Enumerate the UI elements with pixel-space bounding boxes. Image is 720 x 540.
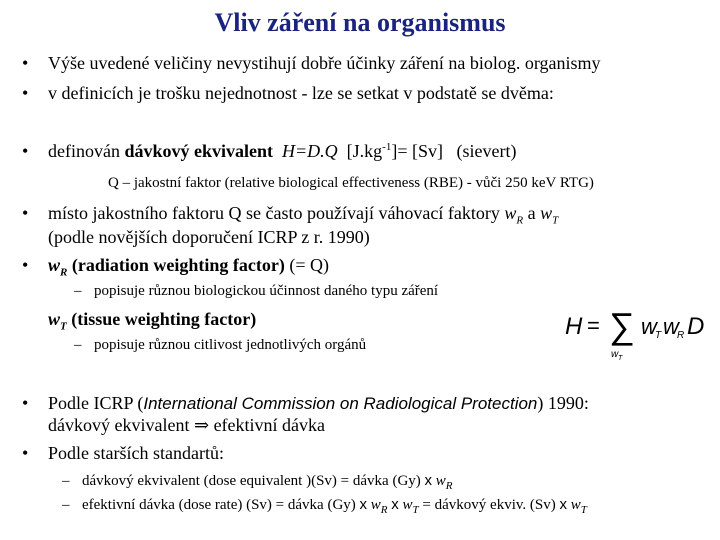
units-prefix: [J.kg bbox=[346, 141, 383, 161]
icrp-suffix: ) 1990: bbox=[537, 393, 589, 413]
bullet-marker: • bbox=[22, 141, 29, 161]
icrp-reference: (podle novějších doporučení ICRP z r. 1990) bbox=[48, 227, 370, 247]
bullet-text: v definicích je trošku nejednotnost - lze se setkat v podstatě se dvěma: bbox=[48, 83, 554, 103]
bullet-marker: • bbox=[22, 83, 29, 103]
quality-factor-note: Q – jakostní faktor (relative biological effectiveness (RBE) - vůči 250 keV RTG) bbox=[108, 175, 594, 191]
old-dose-equivalent-text: dávkový ekvivalent (dose equivalent )(Sv) = dávka (Gy) bbox=[82, 473, 425, 489]
wt-symbol: w bbox=[48, 309, 61, 329]
wr-symbol: w bbox=[370, 497, 381, 513]
wr-symbol: w bbox=[504, 203, 517, 223]
units-exponent: -1 bbox=[382, 141, 392, 153]
icrp-fullname: International Commission on Radiological Protection bbox=[143, 394, 538, 413]
radiation-weighting-factor bbox=[48, 254, 329, 279]
dose-equivalent-text: dávkový ekvivalent bbox=[48, 415, 194, 435]
tissue-weighting-desc: popisuje různou citlivost jednotlivých orgánů bbox=[94, 337, 367, 353]
formula-d: D bbox=[687, 313, 705, 340]
units-suffix: ]= [Sv] bbox=[391, 141, 443, 161]
wt-symbol: w bbox=[402, 497, 413, 513]
formula-wt-subscript: T bbox=[655, 330, 662, 341]
times-symbol: x bbox=[424, 472, 433, 489]
weighting-text: místo jakostního faktoru Q se často používají váhovací faktory bbox=[48, 203, 505, 223]
wt-subscript: T bbox=[552, 214, 559, 227]
old-dose-equivalent bbox=[82, 472, 453, 490]
dash-marker: – bbox=[74, 283, 82, 299]
wt-symbol: w bbox=[570, 497, 581, 513]
tissue-weighting-factor bbox=[48, 308, 257, 333]
bullet-marker: • bbox=[22, 255, 29, 275]
wr-subscript: R bbox=[380, 504, 388, 516]
bullet-marker: • bbox=[22, 443, 29, 463]
sum-index: w bbox=[611, 349, 619, 360]
bullet-marker: • bbox=[22, 393, 29, 413]
wr-symbol: w bbox=[48, 255, 61, 275]
definition-prefix: definován bbox=[48, 141, 125, 161]
dash-marker: – bbox=[62, 497, 70, 513]
wt-subscript: T bbox=[580, 504, 587, 516]
old-effective-dose bbox=[82, 496, 587, 514]
wr-symbol: w bbox=[435, 473, 446, 489]
icrp-prefix: Podle ICRP ( bbox=[48, 393, 144, 413]
wr-subscript: R bbox=[516, 214, 524, 227]
icrp-text bbox=[48, 392, 589, 415]
old-effective-dose-text: efektivní dávka (dose rate) (Sv) = dávka (Gy) bbox=[82, 497, 360, 513]
wt-subscript: T bbox=[60, 320, 67, 333]
wt-symbol: w bbox=[540, 203, 553, 223]
weighting-factors-text bbox=[48, 202, 559, 227]
sum-index-subscript: T bbox=[618, 355, 623, 362]
bullet-marker: • bbox=[22, 203, 29, 223]
implies-arrow-icon: ⇒ bbox=[193, 415, 210, 435]
sievert-label: (sievert) bbox=[456, 141, 517, 161]
wr-subscript: R bbox=[445, 480, 453, 492]
formula-wr: w bbox=[663, 314, 679, 339]
times-symbol: x bbox=[359, 496, 368, 513]
wr-subscript: R bbox=[60, 266, 68, 279]
radiation-weighting-desc: popisuje různou biologickou účinnost daného typu záření bbox=[94, 283, 439, 299]
effective-dose-formula bbox=[565, 302, 715, 362]
formula-wr-subscript: R bbox=[677, 330, 685, 341]
icrp-line2 bbox=[48, 414, 325, 436]
page-title: Vliv záření na organismus bbox=[214, 8, 506, 37]
radiation-weighting-label: (radiation weighting factor) bbox=[67, 255, 285, 275]
dose-equivalent-formula: H=D.Q bbox=[282, 141, 338, 161]
formula-lhs: H bbox=[565, 313, 583, 340]
dose-equivalent-definition bbox=[48, 140, 516, 162]
dose-equivalent-term: dávkový ekvivalent bbox=[124, 141, 274, 161]
sigma-icon: ∑ bbox=[609, 305, 635, 346]
radiation-weighting-eq: (= Q) bbox=[284, 255, 329, 275]
wt-subscript: T bbox=[412, 504, 419, 516]
older-standards: Podle starších standartů: bbox=[48, 443, 224, 463]
dash-marker: – bbox=[74, 337, 82, 353]
dash-marker: – bbox=[62, 473, 70, 489]
formula-graphic bbox=[565, 302, 715, 362]
bullet-marker: • bbox=[22, 53, 29, 73]
formula-wt: w bbox=[641, 314, 657, 339]
effective-dose-text: efektivní dávka bbox=[209, 415, 326, 435]
times-symbol: x bbox=[391, 496, 399, 513]
tissue-weighting-label: (tissue weighting factor) bbox=[66, 309, 257, 329]
and-text: a bbox=[523, 203, 541, 223]
bullet-text: Výše uvedené veličiny nevystihují dobře účinky záření na biolog. organismy bbox=[48, 53, 601, 73]
times-symbol: x bbox=[559, 496, 567, 513]
old-effective-dose-mid: = dávkový ekviv. (Sv) bbox=[418, 497, 560, 513]
formula-equals: = bbox=[587, 313, 600, 338]
